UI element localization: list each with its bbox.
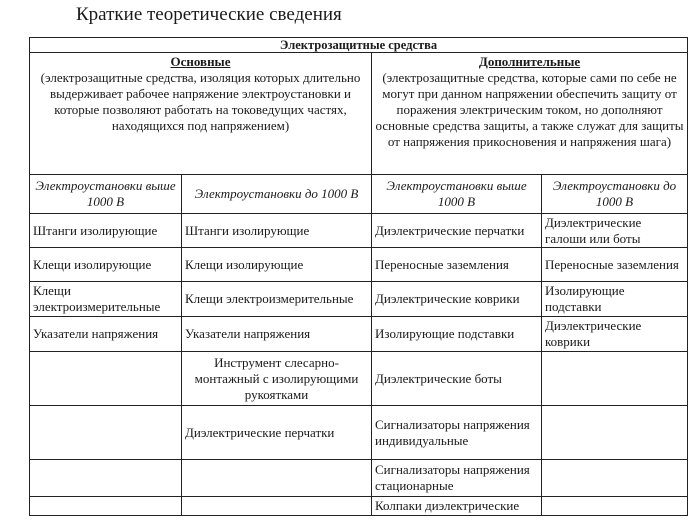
main-category-description: (электрозащитные средства, изоляция которых длительно выдерживает рабочее напряжение электроустановки и которые позволяют работать на токоведущих частях, находящихся под напряжением) — [40, 70, 361, 133]
column-header: Электроустановки выше 1000 В — [30, 175, 182, 214]
main-category-cell — [30, 53, 372, 175]
protective-equipment-table — [29, 37, 688, 516]
additional-category-title: Дополнительные — [478, 54, 581, 69]
table-cell — [542, 497, 688, 516]
column-header: Электроустановки до 1000 В — [542, 175, 688, 214]
table-cell — [182, 460, 372, 497]
table-cell — [542, 352, 688, 406]
table-cell: Диэлектрические перчатки — [182, 406, 372, 460]
table-row — [30, 352, 688, 406]
table-cell: Клещи изолирующие — [30, 248, 182, 282]
table-row — [30, 497, 688, 516]
table-cell: Переносные заземления — [372, 248, 542, 282]
table-cell: Диэлектрические перчатки — [372, 214, 542, 248]
table-cell — [542, 460, 688, 497]
table-row — [30, 282, 688, 317]
table-cell: Штанги изолирующие — [182, 214, 372, 248]
table-row — [30, 214, 688, 248]
table-cell: Диэлектрические коврики — [372, 282, 542, 317]
table-cell: Колпаки диэлектрические — [372, 497, 542, 516]
column-header: Электроустановки до 1000 В — [182, 175, 372, 214]
table-row — [30, 406, 688, 460]
table-cell: Изолирующие подставки — [372, 317, 542, 352]
table-cell: Указатели напряжения — [182, 317, 372, 352]
table-cell: Диэлектрические галоши или боты — [542, 214, 688, 248]
table-header: Электрозащитные средства — [30, 38, 688, 53]
table-row — [30, 460, 688, 497]
table-cell: Клещи изолирующие — [182, 248, 372, 282]
table-cell — [30, 497, 182, 516]
table-cell: Переносные заземления — [542, 248, 688, 282]
table-cell: Сигнализаторы напряжения стационарные — [372, 460, 542, 497]
table-cell — [542, 406, 688, 460]
table-row — [30, 317, 688, 352]
table-cell: Диэлектрические коврики — [542, 317, 688, 352]
additional-category-description: (электрозащитные средства, которые сами по себе не могут при данном напряжении обеспечить защиту от поражения электрическим током, но дополняют основные средства защиты, а также служат для защиты от напряжения прикосновения и напряжения шага) — [375, 70, 684, 149]
table-cell: Указатели напряжения — [30, 317, 182, 352]
table-cell: Сигнализаторы напряжения индивидуальные — [372, 406, 542, 460]
table-cell — [30, 460, 182, 497]
table-row — [30, 248, 688, 282]
table-cell: Диэлектрические боты — [372, 352, 542, 406]
table-cell: Штанги изолирующие — [30, 214, 182, 248]
table-cell: Инструмент слесарно-монтажный с изолирующими рукоятками — [182, 352, 372, 406]
table-cell — [182, 497, 372, 516]
table-cell: Клещи электроизмерительные — [182, 282, 372, 317]
additional-category-cell — [372, 53, 688, 175]
column-header: Электроустановки выше 1000 В — [372, 175, 542, 214]
table-cell — [30, 406, 182, 460]
table-cell: Клещи электроизмерительные — [30, 282, 182, 317]
table-cell — [30, 352, 182, 406]
page-title: Краткие теоретические сведения — [76, 4, 342, 25]
table-cell: Изолирующие подставки — [542, 282, 688, 317]
main-category-title: Основные — [170, 54, 231, 69]
